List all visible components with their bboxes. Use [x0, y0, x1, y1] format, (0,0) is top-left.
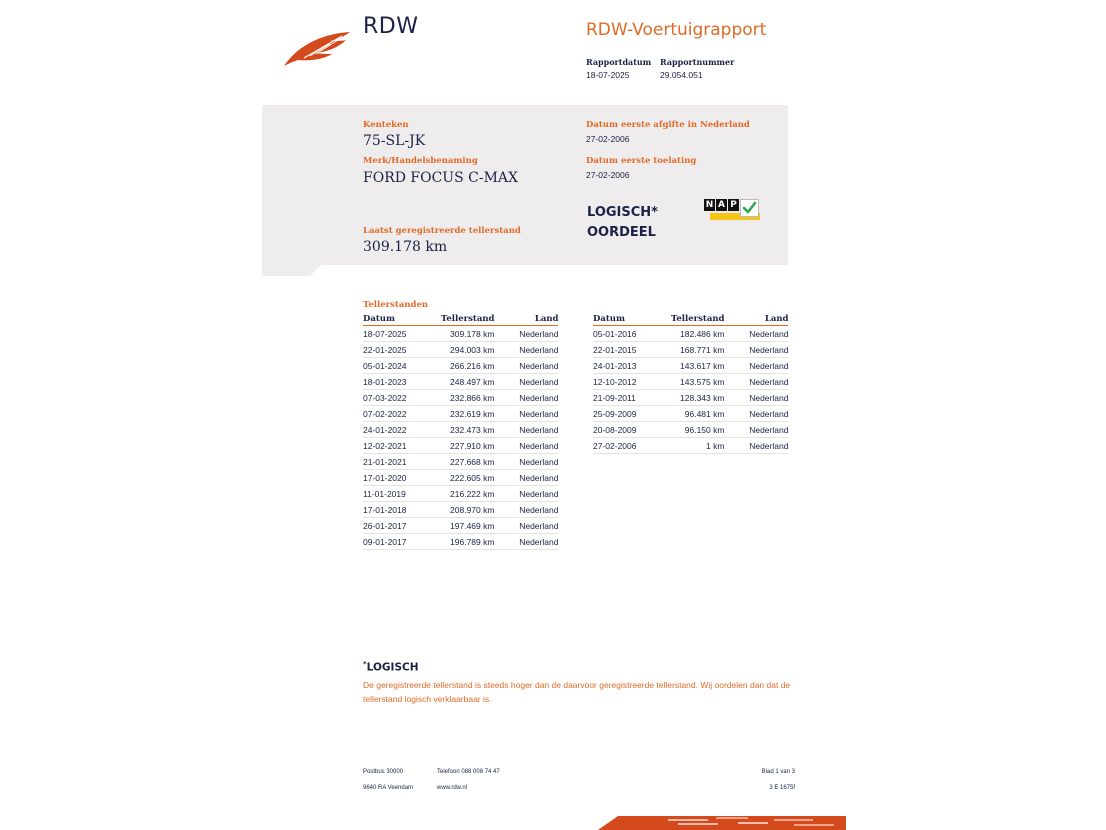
col-country: Land — [494, 314, 558, 326]
first-admission-value: 27-02-2006 — [586, 170, 630, 180]
reading-date: 21-09-2011 — [593, 390, 671, 406]
verdict-text — [587, 203, 658, 243]
reading-km: 208.970 km — [441, 502, 494, 518]
reading-km: 248.497 km — [441, 374, 494, 390]
footnote-heading-text: LOGISCH — [366, 661, 419, 674]
table-row — [363, 534, 558, 550]
reading-km: 1 km — [671, 438, 724, 454]
reading-country: Nederland — [724, 358, 788, 374]
reading-date: 21-01-2021 — [363, 454, 441, 470]
table-row — [363, 470, 558, 486]
reading-date: 09-01-2017 — [363, 534, 441, 550]
table-row — [363, 438, 558, 454]
reading-country: Nederland — [724, 422, 788, 438]
reading-km: 216.222 km — [441, 486, 494, 502]
table-row — [593, 374, 788, 390]
reading-km: 128.343 km — [671, 390, 724, 406]
report-number-label: Rapportnummer — [660, 57, 735, 67]
col-km: Tellerstand — [671, 314, 725, 324]
table-row — [363, 486, 558, 502]
rdw-logo-icon — [282, 28, 354, 68]
make-label: Merk/Handelsbenaming — [363, 156, 478, 166]
reading-date: 20-08-2009 — [593, 422, 671, 438]
reading-date: 18-07-2025 — [363, 326, 441, 342]
table-row — [363, 422, 558, 438]
table-row — [593, 422, 788, 438]
reading-country: Nederland — [494, 326, 558, 342]
checkmark-icon — [740, 199, 759, 217]
first-nl-label: Datum eerste afgifte in Nederland — [586, 120, 750, 130]
reading-country: Nederland — [494, 390, 558, 406]
reading-date: 22-01-2015 — [593, 342, 671, 358]
table-row — [363, 374, 558, 390]
reading-country: Nederland — [724, 406, 788, 422]
footnote-mark: * — [363, 660, 367, 668]
reading-date: 24-01-2022 — [363, 422, 441, 438]
reading-date: 24-01-2013 — [593, 358, 671, 374]
reading-km: 222.605 km — [441, 470, 494, 486]
first-admission-label: Datum eerste toelating — [586, 156, 697, 166]
table-row — [593, 358, 788, 374]
readings-table-left — [363, 314, 558, 550]
reading-km: 96.481 km — [671, 406, 724, 422]
first-nl-value: 27-02-2006 — [586, 134, 630, 144]
col-country: Land — [724, 314, 788, 326]
reading-country: Nederland — [494, 454, 558, 470]
footer-phone: Telefoon 088 008 74 47 — [437, 769, 500, 775]
table-row — [363, 390, 558, 406]
plate-label: Kenteken — [363, 120, 409, 130]
table-row — [593, 438, 788, 454]
nap-letter-a: A — [716, 199, 727, 211]
reading-country: Nederland — [724, 326, 788, 342]
reading-country: Nederland — [494, 518, 558, 534]
reading-km: 266.216 km — [441, 358, 494, 374]
reading-country: Nederland — [494, 534, 558, 550]
verdict-line-1: LOGISCH* — [587, 205, 658, 220]
report-title: RDW-Voertuigrapport — [586, 20, 767, 40]
reading-country: Nederland — [724, 342, 788, 358]
reading-country: Nederland — [494, 422, 558, 438]
logo-text: RDW — [363, 14, 419, 39]
nap-logo — [704, 199, 759, 220]
reading-km: 182.486 km — [671, 326, 724, 342]
table-row — [363, 502, 558, 518]
table-row — [593, 342, 788, 358]
reading-date: 07-03-2022 — [363, 390, 441, 406]
footer-address-line2: 9640 RA Veendam — [363, 785, 414, 791]
reading-date: 26-01-2017 — [363, 518, 441, 534]
reading-country: Nederland — [494, 358, 558, 374]
reading-country: Nederland — [494, 374, 558, 390]
table-row — [363, 406, 558, 422]
reading-country: Nederland — [494, 502, 558, 518]
reading-date: 22-01-2025 — [363, 342, 441, 358]
reading-country: Nederland — [494, 486, 558, 502]
reading-km: 294.003 km — [441, 342, 494, 358]
reading-km: 227.910 km — [441, 438, 494, 454]
reading-km: 232.866 km — [441, 390, 494, 406]
odometer-value: 309.178 km — [363, 239, 448, 255]
reading-km: 143.575 km — [671, 374, 724, 390]
reading-country: Nederland — [724, 438, 788, 454]
reading-country: Nederland — [724, 374, 788, 390]
footnote-text: De geregistreerde tellerstand is steeds hoger dan de daarvoor geregistreerde tellerstand. Wij oordelen dan dat de tellerstand logisch verklaarbaar is. — [363, 680, 791, 704]
table-row — [593, 406, 788, 422]
table-row — [363, 518, 558, 534]
reading-km: 232.473 km — [441, 422, 494, 438]
footer-address-line1: Postbus 30000 — [363, 769, 404, 775]
nap-letter-p: P — [728, 199, 739, 211]
reading-country: Nederland — [724, 390, 788, 406]
footer-stripe-decoration — [598, 814, 846, 830]
reading-km: 309.178 km — [441, 326, 494, 342]
reading-km: 232.619 km — [441, 406, 494, 422]
reading-date: 07-02-2022 — [363, 406, 441, 422]
reading-km: 96.150 km — [671, 422, 724, 438]
reading-km: 197.469 km — [441, 518, 494, 534]
reading-date: 11-01-2019 — [363, 486, 441, 502]
table-row — [593, 326, 788, 342]
reading-date: 05-01-2024 — [363, 358, 441, 374]
reading-date: 17-01-2020 — [363, 470, 441, 486]
table-row — [363, 326, 558, 342]
reading-date: 12-10-2012 — [593, 374, 671, 390]
reading-km: 143.617 km — [671, 358, 724, 374]
reading-km: 227.668 km — [441, 454, 494, 470]
footnote-heading — [363, 660, 419, 674]
panel-tab-decoration — [262, 264, 322, 276]
make-value: FORD FOCUS C-MAX — [363, 170, 519, 186]
col-km: Tellerstand — [441, 314, 495, 324]
col-date: Datum — [593, 314, 671, 326]
report-number: 29.054.051 — [660, 70, 703, 80]
reading-km: 196.789 km — [441, 534, 494, 550]
verdict-line-2: OORDEEL — [587, 225, 656, 240]
table-row — [593, 390, 788, 406]
reading-date: 05-01-2016 — [593, 326, 671, 342]
table-row — [363, 454, 558, 470]
reading-date: 17-01-2018 — [363, 502, 441, 518]
plate-value: 75-SL-JK — [363, 133, 426, 149]
footer-website[interactable]: www.rdw.nl — [437, 785, 468, 791]
table-row — [363, 342, 558, 358]
reading-date: 25-09-2009 — [593, 406, 671, 422]
reading-date: 12-02-2021 — [363, 438, 441, 454]
report-date-label: Rapportdatum — [586, 57, 652, 67]
reading-country: Nederland — [494, 470, 558, 486]
footer-page-number: Blad 1 van 3 — [761, 769, 795, 775]
nap-letter-n: N — [705, 200, 714, 210]
table-row — [363, 358, 558, 374]
odometer-label: Laatst geregistreerde tellerstand — [363, 226, 521, 236]
reading-country: Nederland — [494, 406, 558, 422]
reading-date: 18-01-2023 — [363, 374, 441, 390]
footer-code: 3 E 1675f — [769, 785, 795, 791]
report-date: 18-07-2025 — [586, 70, 630, 80]
reading-date: 27-02-2006 — [593, 438, 671, 454]
readings-table-right — [593, 314, 788, 454]
reading-country: Nederland — [494, 342, 558, 358]
reading-km: 168.771 km — [671, 342, 724, 358]
readings-title: Tellerstanden — [363, 300, 429, 310]
col-date: Datum — [363, 314, 441, 326]
reading-country: Nederland — [494, 438, 558, 454]
